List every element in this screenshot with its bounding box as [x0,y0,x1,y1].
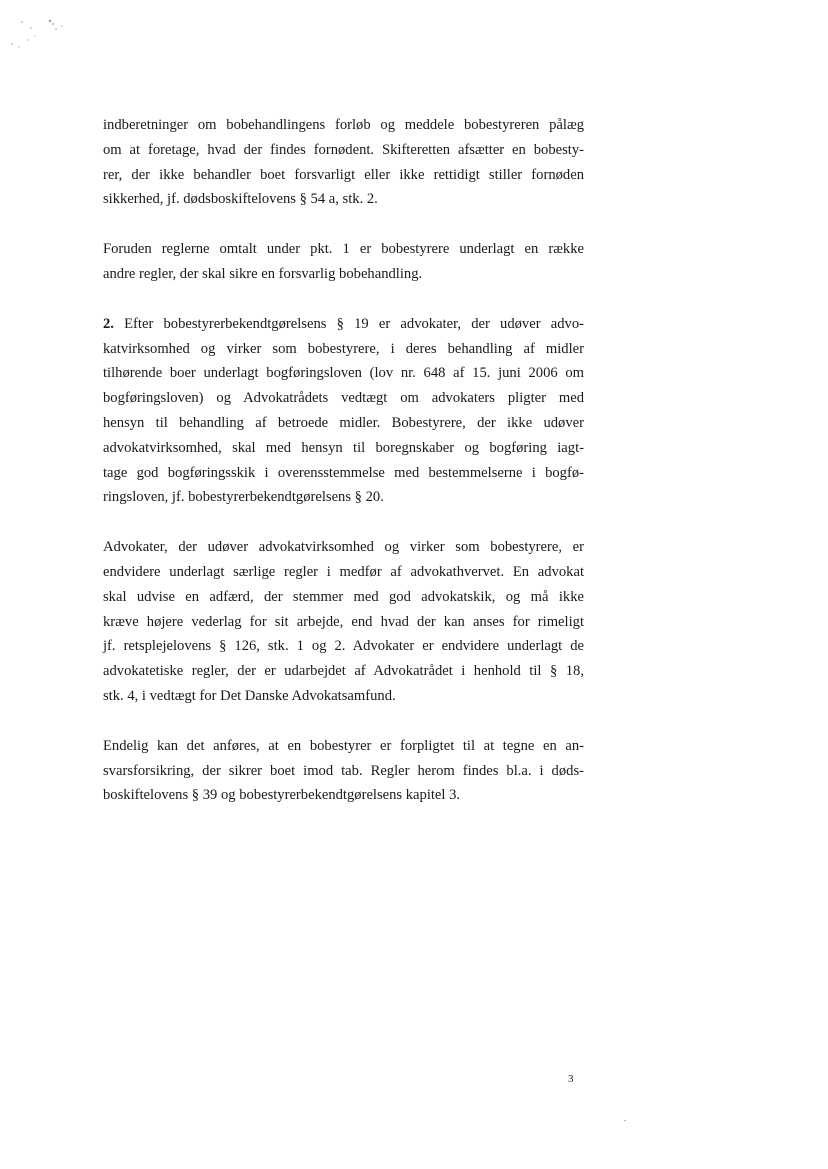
paragraph-3 [103,312,584,510]
paragraph-1 [103,113,584,212]
scan-artifact-specks [4,14,74,54]
text-line: svarsforsikring, der sikrer boet imod tab. Regler herom findes bl.a. i døds- [103,762,584,779]
text-line: stk. 4, i vedtægt for Det Danske Advokatsamfund. [103,687,396,704]
text-line: tage god bogføringsskik i overensstemmelse med bestemmelserne i bogfø- [103,464,584,481]
text-line: Foruden reglerne omtalt under pkt. 1 er bobestyrere underlagt en række [103,241,584,258]
text-line: endvidere underlagt særlige regler i medfør af advokathvervet. En advokat [103,563,584,580]
paragraph-2 [103,237,584,287]
text-line: andre regler, der skal sikre en forsvarlig bobehandling. [103,265,423,282]
text-line: Endelig kan det anføres, at en bobestyrer er forpligtet til at tegne en an- [103,737,584,754]
scan-artifact-speck [624,1120,626,1121]
text-line: tilhørende boer underlagt bogføringsloven (lov nr. 648 af 15. juni 2006 om [103,365,584,382]
text-line: advokatetiske regler, der er udarbejdet af Advokatrådet i henhold til § 18, [103,663,584,680]
text-line: advokatvirksomhed, skal med hensyn til boregnskaber og bogføring iagt- [103,439,584,456]
text-line: sikkerhed, jf. dødsboskiftelovens § 54 a, stk. 2. [103,191,378,208]
text-line: om at foretage, hvad der findes fornødent. Skifteretten afsætter en bobesty- [103,141,584,158]
text-line [103,312,584,337]
text-line: jf. retsplejelovens § 126, stk. 1 og 2. Advokater er endvidere underlagt de [103,638,584,655]
text-line: boskiftelovens § 39 og bobestyrerbekendtgørelsens kapitel 3. [103,787,461,804]
page-number: 3 [568,1073,574,1085]
text-line: ringsloven, jf. bobestyrerbekendtgørelsens § 20. [103,489,384,506]
text-line: katvirksomhed og virker som bobestyrere, i deres behandling af midler [103,340,584,357]
text-line: skal udvise en adfærd, der stemmer med god advokatskik, og må ikke [103,588,584,605]
paragraph-5 [103,734,584,808]
text-line: rer, der ikke behandler boet forsvarligt eller ikke rettidigt stiller fornøden [103,166,584,183]
text-line-content: Efter bobestyrerbekendtgørelsens § 19 er advokater, der udøver advo- [113,315,584,332]
section-number: 2. [103,315,114,332]
text-line: kræve højere vederlag for sit arbejde, end hvad der kan anses for rimeligt [103,613,584,630]
text-line: bogføringsloven) og Advokatrådets vedtægt om advokaters pligter med [103,390,584,407]
text-line: hensyn til behandling af betroede midler. Bobestyrere, der ikke udøver [103,414,584,431]
paragraph-4 [103,535,584,709]
body-text [103,113,584,833]
text-line: Advokater, der udøver advokatvirksomhed og virker som bobestyrere, er [103,539,584,556]
text-line: indberetninger om bobehandlingens forløb og meddele bobestyreren pålæg [103,117,584,133]
